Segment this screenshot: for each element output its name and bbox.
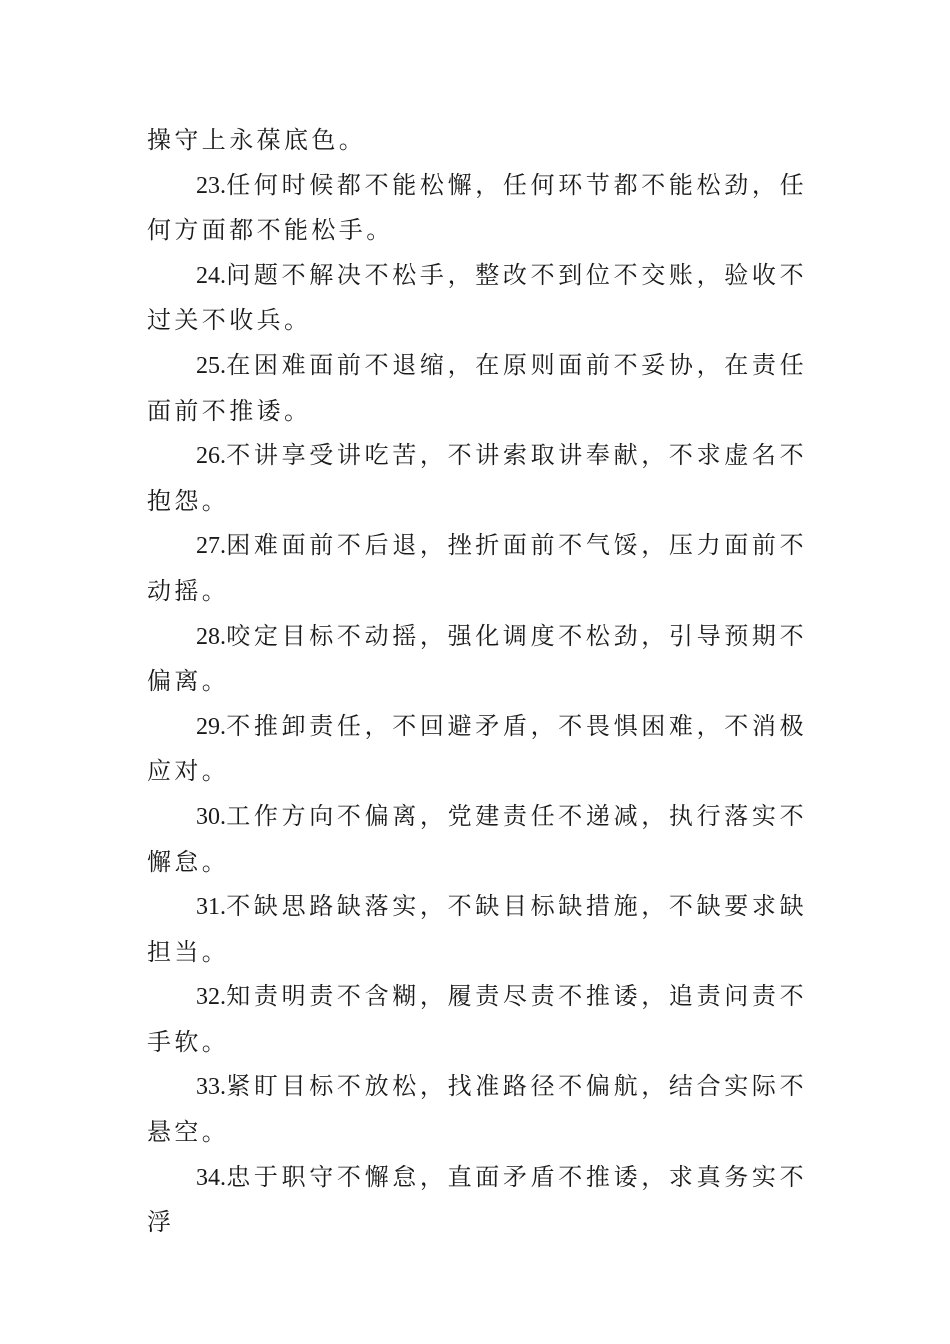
paragraph-32 bbox=[147, 974, 807, 1064]
paragraph-text: 不缺思路缺落实，不缺目标缺措施，不缺要求缺担当。 bbox=[147, 892, 807, 966]
paragraph-text: 紧盯目标不放松，找准路径不偏航，结合实际不悬空。 bbox=[147, 1072, 807, 1147]
paragraph-31 bbox=[147, 884, 807, 974]
paragraph-number: 34. bbox=[196, 1164, 226, 1191]
paragraph-text: 操守上永葆底色。 bbox=[147, 126, 367, 154]
paragraph-28 bbox=[147, 614, 807, 704]
paragraph-number: 30. bbox=[196, 803, 226, 830]
paragraph-24 bbox=[147, 253, 807, 343]
paragraph-number: 29. bbox=[196, 713, 226, 740]
paragraph-22-continuation bbox=[147, 118, 807, 163]
paragraph-text: 任何时候都不能松懈，任何环节都不能松劲，任何方面都不能松手。 bbox=[147, 170, 807, 245]
paragraph-text: 困难面前不后退，挫折面前不气馁，压力面前不动摇。 bbox=[147, 531, 807, 605]
paragraph-text: 不讲享受讲吃苦，不讲索取讲奉献，不求虚名不抱怨。 bbox=[147, 441, 807, 515]
paragraph-number: 26. bbox=[196, 443, 226, 470]
paragraph-text: 忠于职守不懈怠，直面矛盾不推诿，求真务实不浮 bbox=[147, 1162, 807, 1237]
document-body bbox=[147, 118, 807, 1245]
paragraph-33 bbox=[147, 1064, 807, 1154]
paragraph-number: 24. bbox=[196, 262, 226, 289]
paragraph-text: 在困难面前不退缩，在原则面前不妥协，在责任面前不推诿。 bbox=[147, 350, 807, 425]
paragraph-26 bbox=[147, 433, 807, 523]
paragraph-number: 25. bbox=[196, 352, 226, 379]
paragraph-29 bbox=[147, 704, 807, 794]
paragraph-number: 28. bbox=[196, 623, 226, 650]
paragraph-text: 问题不解决不松手，整改不到位不交账，验收不过关不收兵。 bbox=[147, 260, 807, 335]
paragraph-25 bbox=[147, 343, 807, 433]
paragraph-text: 不推卸责任，不回避矛盾，不畏惧困难，不消极应对。 bbox=[147, 711, 807, 786]
paragraph-text: 工作方向不偏离，党建责任不递减，执行落实不懈怠。 bbox=[147, 801, 807, 876]
paragraph-number: 32. bbox=[196, 984, 226, 1011]
paragraph-number: 31. bbox=[196, 894, 226, 921]
paragraph-number: 27. bbox=[196, 533, 226, 560]
paragraph-34 bbox=[147, 1155, 807, 1245]
paragraph-text: 咬定目标不动摇，强化调度不松劲，引导预期不偏离。 bbox=[147, 621, 807, 696]
paragraph-30 bbox=[147, 794, 807, 884]
paragraph-text: 知责明责不含糊，履责尽责不推诿，追责问责不手软。 bbox=[147, 982, 807, 1056]
paragraph-number: 23. bbox=[196, 172, 226, 199]
paragraph-27 bbox=[147, 523, 807, 613]
paragraph-23 bbox=[147, 163, 807, 253]
paragraph-number: 33. bbox=[196, 1074, 226, 1101]
